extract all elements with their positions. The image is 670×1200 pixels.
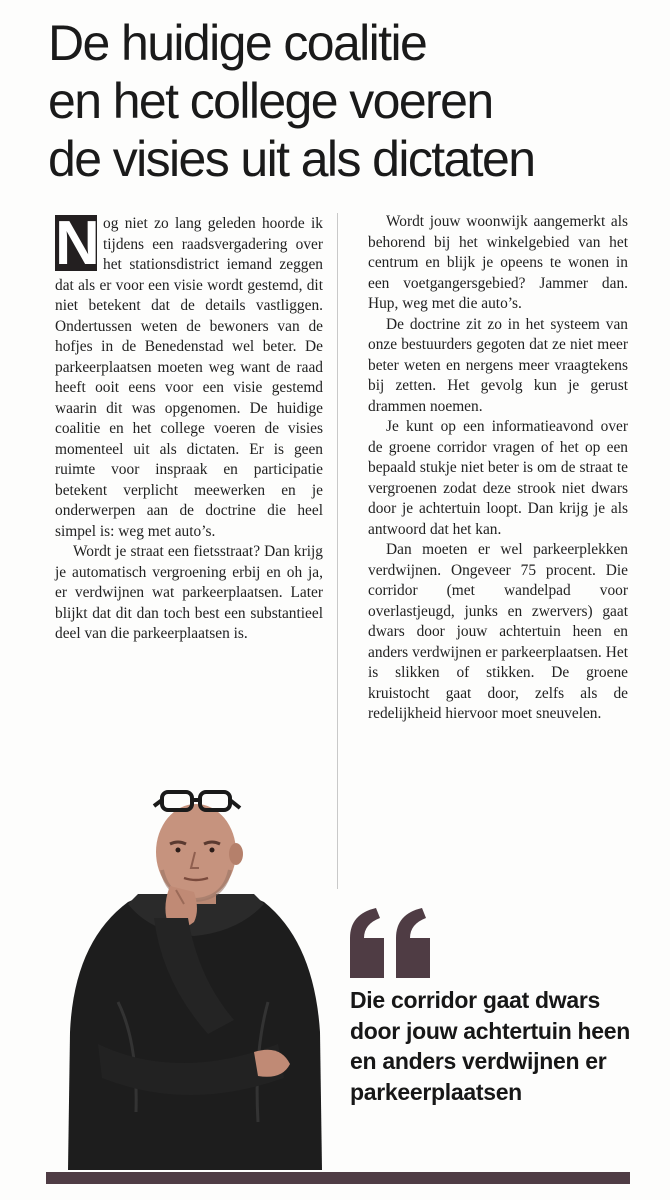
paragraph: Wordt jouw woonwijk aangemerkt als behorend bij het winkelgebied van het centrum en blijk je opeens te wonen in een voetgangersgebied? Jammer dan. Hup, weg met die auto’s.: [368, 213, 628, 312]
paragraph: De doctrine zit zo in het systeem van onze bestuurders gegoten dat ze niet meer beter weten en nergens meer vraagtekens bij zetten. Het gevolg kun je gerust drammen noemen.: [368, 315, 628, 415]
headline-line: en het college voeren: [48, 73, 493, 129]
paragraph: Je kunt op een informatieavond over de groene corridor vragen of het op een bepaald stukje niet beter is om de straat te vergroenen zodat deze strook niet dwars door je achtertuin loopt. Dan krijg je als antwoord dat het kan.: [368, 418, 628, 538]
headline-line: De huidige coalitie: [48, 15, 427, 71]
author-photo: [58, 782, 330, 1170]
article-column-right: [368, 212, 628, 725]
column-divider: [337, 213, 338, 889]
dropcap: N: [55, 209, 100, 278]
paragraph-text: og niet zo lang geleden hoorde ik tijdens een raadsvergadering over het stationsdistrict iemand zeggen dat als er voor een visie wordt gestemd, dit niet betekent dat de details vastliggen. Ondertussen weten de bewoners van de hofjes in de Benedenstad wel beter. De parkeerplaatsen moeten weg want de raad heeft ooit eens voor een visie gestemd waarin dit was opgenomen. De huidige coalitie en het college voeren de visies momenteel uit als dictaten. Er is geen ruimte voor inspraak en participatie betekent verplicht meewerken en je onderwerpen aan de doctrine die heel simpel is: weg met auto’s.: [55, 215, 323, 540]
bottom-accent-bar: [46, 1172, 630, 1184]
headline: [48, 14, 648, 188]
headline-line: de visies uit als dictaten: [48, 131, 535, 187]
paragraph: Dan moeten er wel parkeerplekken verdwijnen. Ongeveer 75 procent. Die corridor (met wandelpad voor overlastjeugd, junks en zwervers) gaat dwars door jouw achtertuin heen en anders verdwijnen er parkeerplaatsen. Het is slikken of stikken. De groene kruistocht gaat door, zelfs als de redelijkheid hiervoor moet sneuvelen.: [368, 541, 628, 722]
paragraph: [55, 209, 323, 542]
pull-quote: Die corridor gaat dwars door jouw achtertuin heen en anders verdwijnen er parkeerplaatsen: [350, 987, 631, 1105]
quote-mark-icon: [350, 908, 434, 978]
article-column-left: [55, 209, 323, 645]
paragraph: Wordt je straat een fietsstraat? Dan krijg je automatisch vergroening erbij en oh ja, er verdwijnen wat parkeerplaatsen. Later blijkt dat dit dan toch best een substantieel deel van die parkeerplaatsen is.: [55, 543, 323, 642]
